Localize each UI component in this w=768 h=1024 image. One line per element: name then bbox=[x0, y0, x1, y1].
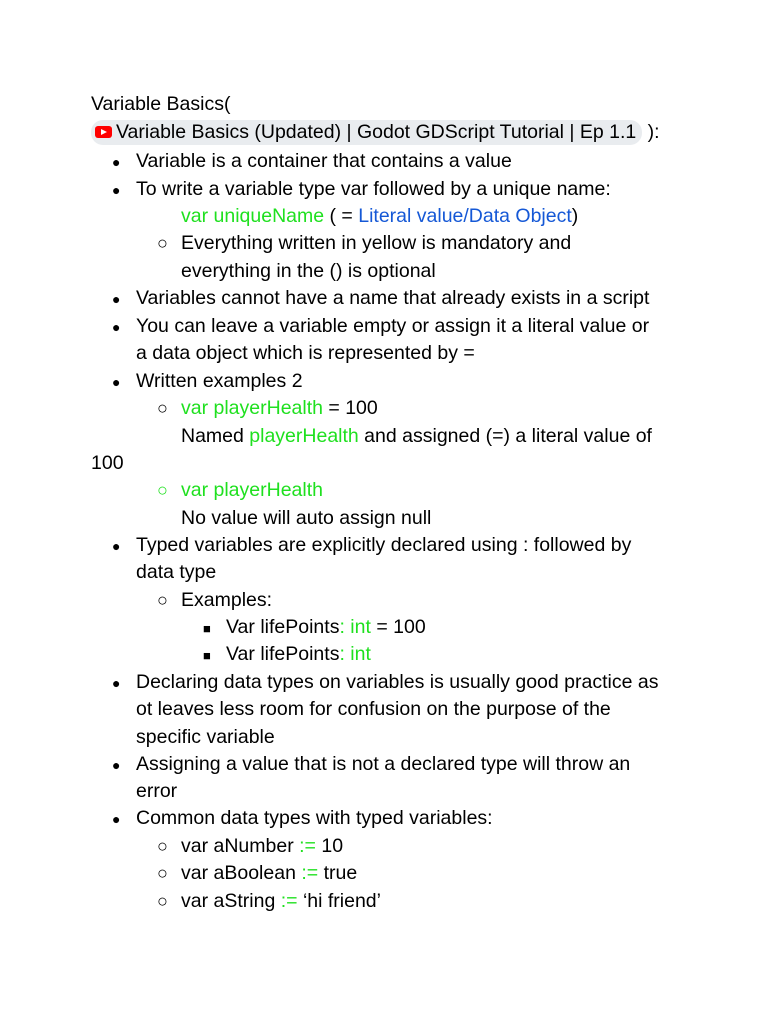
typed-type: int bbox=[350, 643, 371, 665]
list-item: Assigning a value that is not a declared type will throw an bbox=[136, 753, 631, 775]
list-item-continuation: error bbox=[136, 780, 178, 802]
bullet-marker: ● bbox=[112, 154, 121, 170]
typed-post: = 100 bbox=[370, 616, 426, 638]
desc-post: and assigned (=) a literal value of bbox=[358, 425, 652, 447]
sub-bullet-marker: ○ bbox=[157, 863, 168, 883]
sub-bullet-marker: ○ bbox=[157, 398, 168, 418]
section-title bbox=[91, 91, 230, 118]
bullet-marker: ● bbox=[112, 319, 121, 335]
sub-bullet-marker: ○ bbox=[157, 836, 168, 856]
bullet-marker: ● bbox=[112, 291, 121, 307]
common-operator: := bbox=[280, 890, 298, 912]
example-code: var playerHealth bbox=[181, 397, 323, 419]
common-type-example bbox=[181, 888, 381, 915]
example-description-wrap: 100 bbox=[91, 452, 124, 474]
common-pre: var aString bbox=[181, 890, 281, 912]
sub-bullet-marker: ○ bbox=[157, 891, 168, 911]
common-value: 10 bbox=[315, 835, 344, 857]
typed-example bbox=[226, 641, 371, 668]
list-item: To write a variable type var followed by a unique name: bbox=[136, 178, 611, 200]
syntax-keyword: var uniqueName bbox=[181, 205, 325, 227]
desc-pre: Named bbox=[181, 425, 250, 447]
list-item: Variable is a container that contains a value bbox=[136, 150, 512, 172]
title-suffix: ): bbox=[642, 121, 660, 143]
youtube-link-chip[interactable] bbox=[91, 120, 642, 145]
list-item: Declaring data types on variables is usually good practice as bbox=[136, 671, 659, 693]
title-prefix: Variable Basics( bbox=[91, 93, 231, 115]
list-item-continuation: everything in the () is optional bbox=[181, 260, 436, 282]
common-pre: var aBoolean bbox=[181, 862, 302, 884]
list-item: Variables cannot have a name that already exists in a script bbox=[136, 287, 650, 309]
bullet-marker: ● bbox=[112, 374, 121, 390]
bullet-marker: ● bbox=[112, 811, 121, 827]
typed-colon: : bbox=[339, 616, 351, 638]
typed-type: int bbox=[350, 616, 371, 638]
sub-bullet-marker: ○ bbox=[157, 480, 168, 500]
list-item: You can leave a variable empty or assign it a literal value or bbox=[136, 315, 650, 337]
desc-variable: playerHealth bbox=[249, 425, 359, 447]
bullet-marker: ● bbox=[112, 675, 121, 691]
list-item-continuation: ot leaves less room for confusion on the purpose of the bbox=[136, 698, 611, 720]
square-bullet-marker: ■ bbox=[203, 648, 211, 663]
bullet-marker: ● bbox=[112, 182, 121, 198]
list-item-continuation: data type bbox=[136, 561, 217, 583]
title-link-line bbox=[91, 119, 660, 146]
common-pre: var aNumber bbox=[181, 835, 300, 857]
common-value: true bbox=[318, 862, 358, 884]
example-code: var playerHealth bbox=[181, 479, 323, 501]
syntax-mid: ( = bbox=[324, 205, 359, 227]
typed-pre: Var lifePoints bbox=[226, 643, 340, 665]
common-operator: := bbox=[301, 862, 319, 884]
list-item: Written examples 2 bbox=[136, 370, 303, 392]
list-item: Everything written in yellow is mandatory and bbox=[181, 232, 572, 254]
syntax-line bbox=[181, 203, 578, 230]
square-bullet-marker: ■ bbox=[203, 621, 211, 636]
sub-bullet-marker: ○ bbox=[157, 590, 168, 610]
list-item-continuation: a data object which is represented by = bbox=[136, 342, 475, 364]
typed-colon: : bbox=[339, 643, 351, 665]
list-item: Examples: bbox=[181, 589, 273, 611]
typed-pre: Var lifePoints bbox=[226, 616, 340, 638]
list-item: Common data types with typed variables: bbox=[136, 807, 493, 829]
example-description: No value will auto assign null bbox=[181, 507, 432, 529]
bullet-marker: ● bbox=[112, 538, 121, 554]
syntax-end: ) bbox=[571, 205, 579, 227]
example-assign: = 100 bbox=[322, 397, 378, 419]
syntax-value: Literal value/Data Object bbox=[358, 205, 572, 227]
common-value: ‘hi friend’ bbox=[297, 890, 381, 912]
example-line bbox=[181, 395, 378, 422]
bullet-marker: ● bbox=[112, 757, 121, 773]
youtube-link-label: Variable Basics (Updated) | Godot GDScript Tutorial | Ep 1.1 bbox=[116, 121, 637, 143]
common-type-example bbox=[181, 860, 357, 887]
list-item: Typed variables are explicitly declared using : followed by bbox=[136, 534, 632, 556]
example-description bbox=[181, 423, 652, 450]
list-item-continuation: specific variable bbox=[136, 726, 275, 748]
common-operator: := bbox=[299, 835, 316, 857]
sub-bullet-marker: ○ bbox=[157, 233, 168, 253]
common-type-example bbox=[181, 833, 343, 860]
typed-example bbox=[226, 614, 426, 641]
youtube-icon bbox=[95, 126, 112, 138]
